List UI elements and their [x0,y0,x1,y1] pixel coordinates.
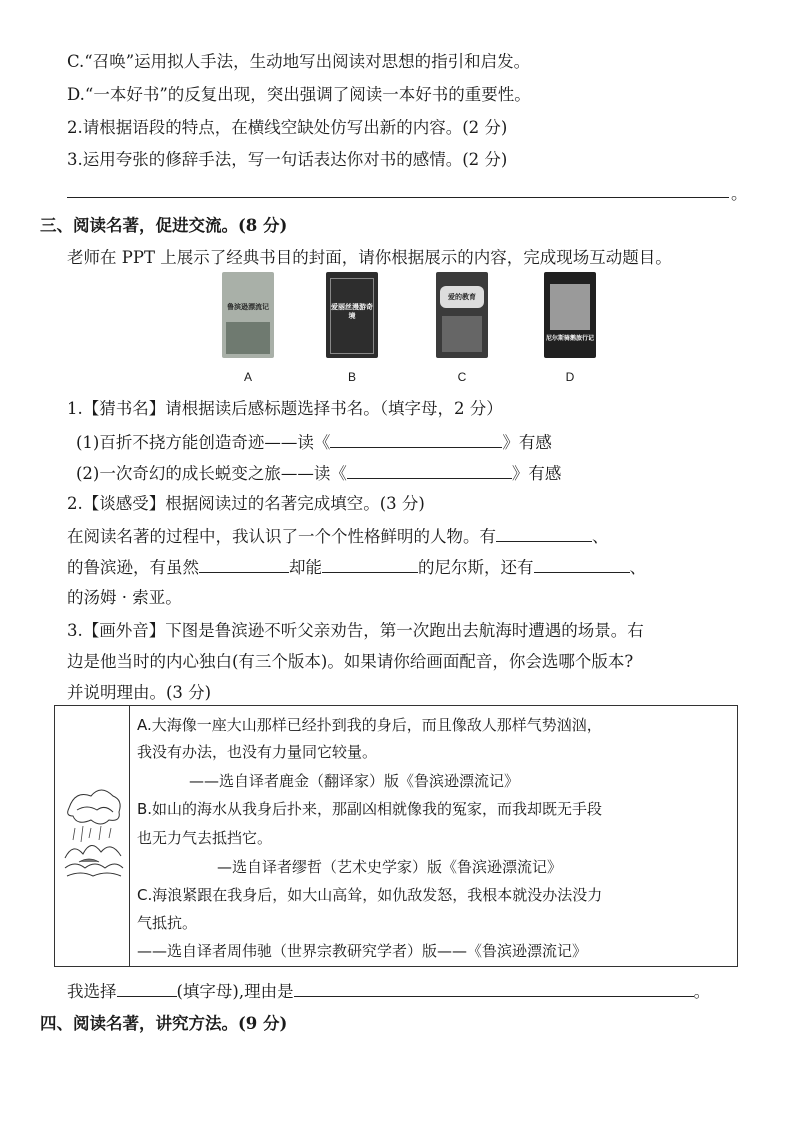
q2-comma-1: 、 [592,527,609,546]
q3-line-2: 边是他当时的内心独白(有三个版本)。如果请你给画面配音，你会选哪个版本? [67,652,634,671]
choice-letter-blank[interactable] [117,978,177,997]
q2-line-2 [67,554,646,580]
choice-reason-prefix: (填字母),理由是 [176,982,294,1001]
choice-period: 。 [693,982,711,1001]
option-b-source: —选自译者缪哲（艺术史学家）版《鲁滨逊漂流记》 [217,858,563,876]
book-cover-d [544,272,596,358]
q1-item-2-suffix: 》有感 [511,464,562,483]
q2-blank-1[interactable] [496,523,592,542]
option-c-line-2: 气抵抗。 [137,914,198,932]
q1-item-1-suffix: 》有感 [502,433,552,452]
q3-line-3: 并说明理由。(3 分) [67,683,212,702]
option-c-source: ——选自译者周伟驰（世界宗教研究学者）版——《鲁滨逊漂流记》 [137,942,588,960]
q2-blank-4[interactable] [534,554,630,573]
question-3-text: 3.运用夸张的修辞手法，写一句话表达你对书的感情。(2 分) [67,150,508,169]
book-cover-b [326,272,378,358]
q1-blank-2[interactable] [347,460,512,479]
option-b-line-1: B.如山的海水从我身后扑来，那副凶相就像我的冤家，而我却既无手段 [137,800,603,818]
book-covers [210,272,610,390]
book-title-d: 尼尔斯骑鹅旅行记 [546,335,595,342]
q1-item-1 [76,429,552,455]
option-a-line-2: 我没有办法，也没有力量同它较量。 [137,743,378,761]
monologue-table [54,705,738,967]
answer-blank-q3[interactable] [67,197,729,198]
choice-reason-blank[interactable] [294,978,694,997]
book-cover-c [436,272,488,358]
q2-line-3: 的汤姆 · 索亚。 [67,588,182,607]
q3-line-1: 3.【画外音】下图是鲁滨逊不听父亲劝告，第一次跑出去航海时遭遇的场景。右 [67,621,644,640]
option-a-source: ——选自译者鹿金（翻译家）版《鲁滨逊漂流记》 [189,772,520,790]
question-2-text: 2.请根据语段的特点，在横线空缺处仿写出新的内容。(2 分) [67,118,508,137]
section-3-heading: 三、阅读名著，促进交流。(8 分) [40,216,288,235]
q2-line-2-text-a: 的鲁滨逊，有虽然 [67,558,199,577]
book-label-c: C [457,370,467,384]
q1-item-1-prefix: (1)百折不挠方能创造奇迹——读《 [76,433,331,452]
q2-line-2-text-c: 的尼尔斯，还有 [418,558,534,577]
option-b-line-2: 也无力气去抵挡它。 [137,829,273,847]
book-cover-a [222,272,274,358]
option-a-line-1: A.大海像一座大山那样已经扑到我的身后，而且像敌人那样气势汹汹， [137,716,602,734]
book-title-a: 鲁滨逊漂流记 [227,302,269,311]
q2-line-1-text: 在阅读名著的过程中，我认识了一个个性格鲜明的人物。有 [67,527,496,546]
section-3-intro: 老师在 PPT 上展示了经典书目的封面，请你根据展示的内容，完成现场互动题目。 [67,248,672,267]
q2-blank-2[interactable] [199,554,289,573]
q1-item-2 [76,460,561,486]
book-label-b: B [347,370,356,384]
section-4-heading: 四、阅读名著，讲究方法。(9 分) [40,1014,288,1033]
q1-item-2-prefix: (2)一次奇幻的成长蜕变之旅——读《 [76,464,347,483]
q2-blank-3[interactable] [322,554,418,573]
q2-comma-2: 、 [629,558,646,577]
q1-blank-1[interactable] [330,429,502,448]
storm-sea-illustration [61,778,125,882]
book-title-c: 爱的教育 [448,292,476,301]
q2-line-1 [67,523,609,549]
book-label-a: A [243,370,252,384]
choice-prefix: 我选择 [67,982,117,1001]
option-c-line-1: C.海浪紧跟在我身后，如大山高耸，如仇敌发怒，我根本就没办法没力 [137,886,603,904]
period-mark: 。 [731,184,748,203]
option-d-text: D.“一本好书”的反复出现，突出强调了阅读一本好书的重要性。 [67,85,531,104]
q2-title: 2.【谈感受】根据阅读过的名著完成填空。(3 分) [67,494,425,513]
book-title-b: 爱丽丝漫游奇境 [331,302,373,320]
choice-line [67,978,710,1004]
option-c-text: C.“召唤”运用拟人手法，生动地写出阅读对思想的指引和启发。 [67,52,531,71]
q1-title: 1.【猜书名】请根据读后感标题选择书名。（填字母，2 分） [67,399,503,418]
book-label-d: D [565,370,575,384]
q2-line-2-text-b: 却能 [289,558,322,577]
